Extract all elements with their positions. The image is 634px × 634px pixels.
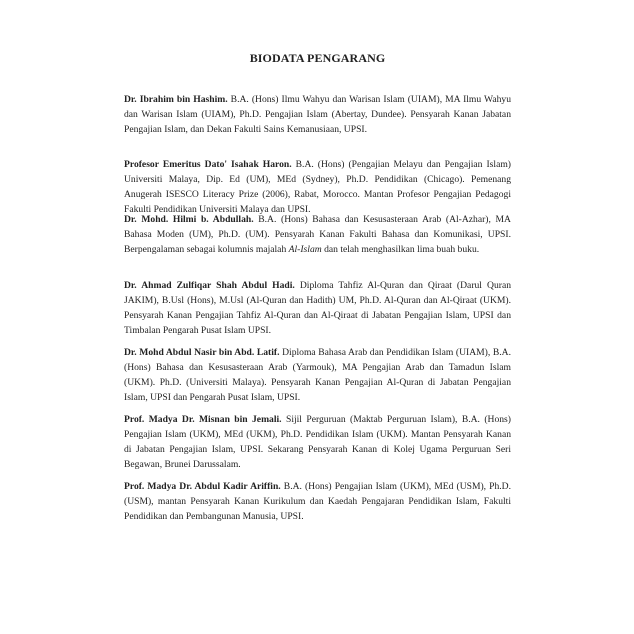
author-name: Dr. Ibrahim bin Hashim. [124, 94, 228, 105]
author-name: Profesor Emeritus Dato' Isahak Haron. [124, 159, 292, 170]
author-bio: B.A. (Hons) Pengajian Islam (UKM), MEd (USM), Ph.D. (USM), mantan Pensyarah Kanan Kurikulum dan Kaedah Pengajaran Pendidikan Islam, Fakulti Pendidikan dan Pembangunan Manusia, UPSI. [124, 481, 512, 522]
author-name: Dr. Ahmad Zulfiqar Shah Abdul Hadi. [124, 280, 295, 291]
author-bio: Diploma Bahasa Arab dan Pendidikan Islam (UIAM), B.A. (Hons) Bahasa dan Kesusasteraan Arab (Yarmouk), MA Pengajian Arab dan Tamadun Islam (UKM). Ph.D. (Universiti Malaya). Pensyarah Kanan Pengajian Al-Quran di Jabatan Pengajian Islam, UPSI dan Pengarah Pusat Islam, UPSI. [124, 347, 511, 403]
author-entry [124, 212, 511, 257]
author-entry [124, 92, 511, 137]
author-entry [124, 278, 511, 338]
author-entry [124, 157, 511, 217]
author-entry [124, 345, 511, 405]
author-entry [124, 412, 511, 472]
author-name: Prof. Madya Dr. Misnan bin Jemali. [124, 414, 282, 425]
author-bio: B.A. (Hons) (Pengajian Melayu dan Pengajian Islam) Universiti Malaya, Dip. Ed (UM), MEd (Sydney), Ph.D. Pendidikan (Chicago). Pemenang Anugerah ISESCO Literacy Prize (2006), Rabat, Morocco. Mantan Profesor Pengajian Pedagogi Fakulti Pendidikan Universiti Malaya dan UPSI. [124, 159, 511, 215]
author-name: Dr. Mohd. Hilmi b. Abdullah. [124, 214, 254, 225]
author-bio-continued: dan telah menghasilkan lima buah buku. [321, 244, 480, 255]
author-bio: Sijil Perguruan (Maktab Perguruan Islam), B.A. (Hons) Pengajian Islam (UKM), MEd (UKM), Ph.D. Pendidikan Islam (UKM). Mantan Pensyarah Kanan di Jabatan Pengajian Islam, UPSI. Sekarang Pensyarah Kanan di Kolej Ugama Perguruan Seri Begawan, Brunei Darussalam. [124, 414, 511, 470]
author-name: Dr. Mohd Abdul Nasir bin Abd. Latif. [124, 347, 280, 358]
author-bio: Diploma Tahfiz Al-Quran dan Qiraat (Darul Quran JAKIM), B.Usl (Hons), M.Usl (Al-Quran dan Hadith) UM, Ph.D. Al-Quran dan Al-Qiraat (UKM). Pensyarah Kanan Pengajian Tahfiz Al-Quran dan Al-Qiraat di Jabatan Pengajian Islam, UPSI dan Timbalan Pengarah Pusat Islam UPSI. [124, 280, 511, 336]
author-bio: B.A. (Hons) Bahasa dan Kesusasteraan Arab (Al-Azhar), MA Bahasa Moden (UM), Ph.D. (UM). Pensyarah Kanan Fakulti Bahasa dan Komunikasi, UPSI. Berpengalaman sebagai kolumnis majalah [124, 214, 511, 255]
page-title: BIODATA PENGARANG [249, 51, 386, 65]
author-bio: B.A. (Hons) Ilmu Wahyu dan Warisan Islam (UIAM), MA Ilmu Wahyu dan Warisan Islam (UIAM), Ph.D. Pengajian Islam (Abertay, Dundee). Pensyarah Kanan Jabatan Pengajian Islam, dan Dekan Fakulti Sains Kemanusiaan, UPSI. [124, 94, 511, 135]
author-entry [124, 479, 511, 524]
author-name: Prof. Madya Dr. Abdul Kadir Ariffin. [124, 481, 281, 492]
magazine-title: Al-Islam [288, 244, 322, 255]
